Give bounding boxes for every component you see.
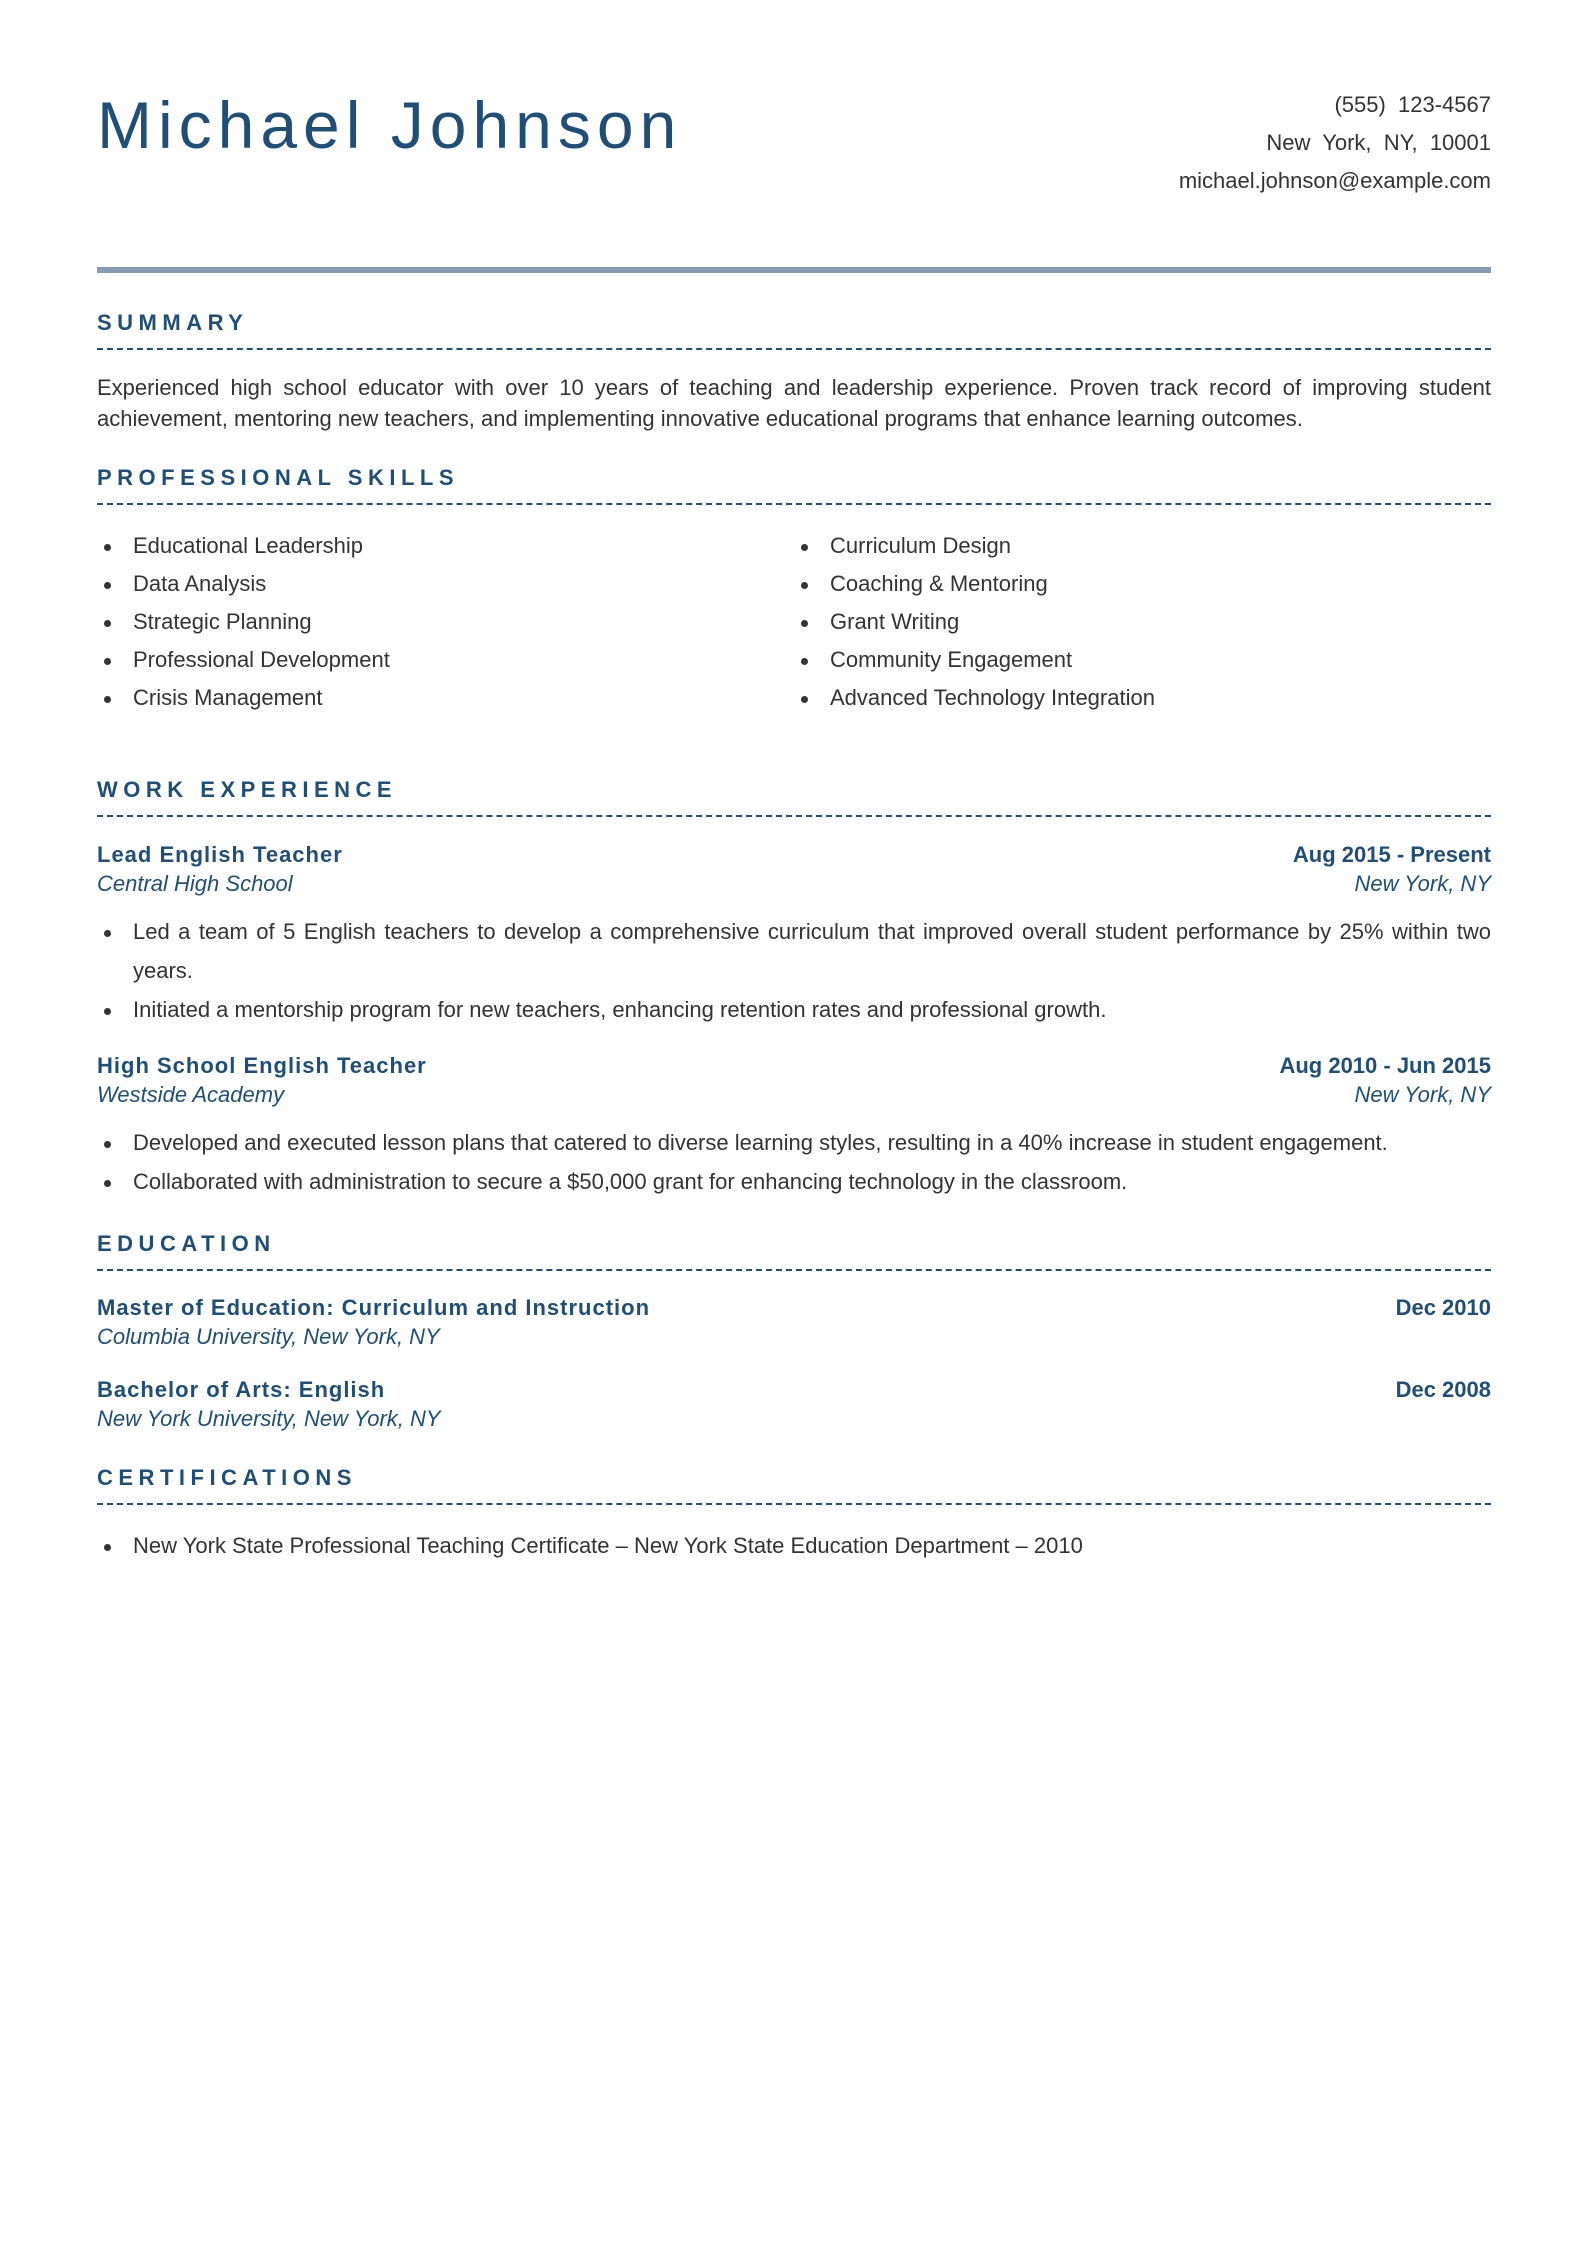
degree-date: Dec 2008 xyxy=(1395,1377,1491,1402)
job-bullet: Developed and executed lesson plans that catered to diverse learning styles, resulting in a 40% increase in student engagement. xyxy=(97,1123,1491,1162)
job-header-row xyxy=(97,842,1491,868)
job-employer-row xyxy=(97,1079,1491,1111)
degree-name: Bachelor of Arts: English xyxy=(97,1377,386,1402)
education-section xyxy=(97,1231,1491,1435)
skill-item: Community Engagement xyxy=(794,641,1491,679)
job-employer: Central High School xyxy=(97,871,293,896)
degree-name: Master of Education: Curriculum and Instruction xyxy=(97,1295,651,1320)
education-entry xyxy=(97,1295,1491,1353)
job-bullet: Led a team of 5 English teachers to develop a comprehensive curriculum that improved overall student performance by 25% within two years. xyxy=(97,912,1491,990)
job-header-row xyxy=(97,1053,1491,1079)
section-title-skills: PROFESSIONAL SKILLS xyxy=(97,465,1491,505)
skill-item: Educational Leadership xyxy=(97,527,794,565)
skills-section xyxy=(97,465,1491,717)
skill-item: Advanced Technology Integration xyxy=(794,679,1491,717)
job-employer: Westside Academy xyxy=(97,1082,285,1107)
degree-row xyxy=(97,1295,1491,1321)
candidate-name: Michael Johnson xyxy=(97,88,683,162)
location: New York, NY, 10001 xyxy=(1266,130,1491,155)
section-title-experience: WORK EXPERIENCE xyxy=(97,777,1491,817)
job-location: New York, NY xyxy=(1354,1082,1491,1107)
degree-row xyxy=(97,1377,1491,1403)
phone-number: (555) 123-4567 xyxy=(1334,92,1491,117)
skill-item: Strategic Planning xyxy=(97,603,794,641)
certification-item: New York State Professional Teaching Certificate – New York State Education Department – 2010 xyxy=(97,1527,1491,1565)
job-location: New York, NY xyxy=(1354,871,1491,896)
skill-item: Crisis Management xyxy=(97,679,794,717)
section-title-certifications: CERTIFICATIONS xyxy=(97,1465,1491,1505)
job-bullet: Initiated a mentorship program for new teachers, enhancing retention rates and professional growth. xyxy=(97,990,1491,1029)
section-title-education: EDUCATION xyxy=(97,1231,1491,1271)
job-entry xyxy=(97,1053,1491,1201)
certifications-section xyxy=(97,1465,1491,1565)
skill-item: Coaching & Mentoring xyxy=(794,565,1491,603)
job-bullet: Collaborated with administration to secure a $50,000 grant for enhancing technology in the classroom. xyxy=(97,1162,1491,1201)
job-dates: Aug 2015 - Present xyxy=(1292,842,1491,867)
skills-grid xyxy=(97,527,1491,717)
job-bullets xyxy=(97,912,1491,1029)
skills-column-right xyxy=(794,527,1491,717)
education-entry xyxy=(97,1377,1491,1435)
summary-section xyxy=(97,310,1491,434)
job-title: Lead English Teacher xyxy=(97,842,343,867)
header-divider xyxy=(97,267,1491,273)
section-title-summary: SUMMARY xyxy=(97,310,1491,350)
degree-date: Dec 2010 xyxy=(1395,1295,1491,1320)
school-name: New York University, New York, NY xyxy=(97,1406,441,1431)
skill-item: Professional Development xyxy=(97,641,794,679)
skill-item: Data Analysis xyxy=(97,565,794,603)
resume-header xyxy=(97,0,1491,278)
job-title: High School English Teacher xyxy=(97,1053,427,1078)
job-bullets xyxy=(97,1123,1491,1201)
job-employer-row xyxy=(97,868,1491,900)
job-dates: Aug 2010 - Jun 2015 xyxy=(1279,1053,1491,1078)
summary-text: Experienced high school educator with over 10 years of teaching and leadership experience. Proven track record of improving student achievement, mentoring new teachers, and implementing innovative educational programs that enhance learning outcomes. xyxy=(97,375,1491,431)
experience-section xyxy=(97,777,1491,1201)
school-name: Columbia University, New York, NY xyxy=(97,1324,440,1349)
skills-column-left xyxy=(97,527,794,717)
contact-info xyxy=(1179,86,1491,200)
job-entry xyxy=(97,842,1491,1029)
certification-list xyxy=(97,1527,1491,1565)
skill-item: Grant Writing xyxy=(794,603,1491,641)
skill-item: Curriculum Design xyxy=(794,527,1491,565)
email-address: michael.johnson@example.com xyxy=(1178,168,1491,193)
